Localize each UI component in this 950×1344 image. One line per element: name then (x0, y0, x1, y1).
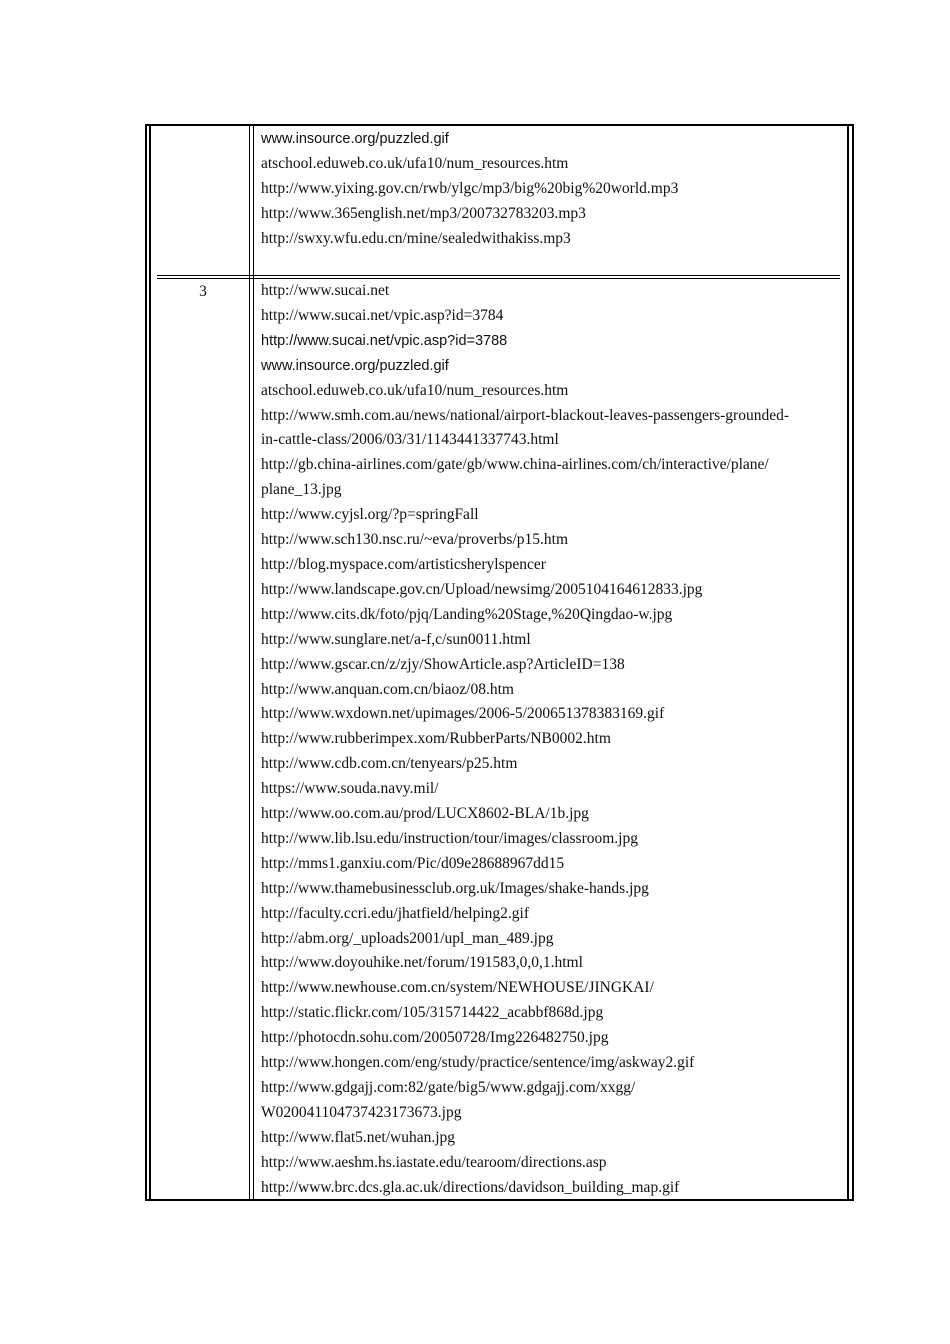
link-text: http://www.brc.dcs.gla.ac.uk/directions/davidson_building_map.gif (261, 1178, 680, 1196)
link-text: plane_13.jpg (261, 481, 342, 499)
row-number-cell: 3 (199, 283, 207, 300)
link-text: W020041104737423173673.jpg (261, 1103, 462, 1121)
link-text: http://www.aeshm.hs.iastate.edu/tearoom/directions.asp (261, 1153, 607, 1171)
link-text: in-cattle-class/2006/03/31/1143441337743.html (261, 431, 559, 449)
link-text: http://www.365english.net/mp3/200732783203.mp3 (261, 204, 586, 222)
column-divider (249, 124, 254, 1201)
link-text: http://www.gscar.cn/z/zjy/ShowArticle.asp?ArticleID=138 (261, 655, 625, 673)
link-text: http://www.gdgajj.com:82/gate/big5/www.gdgajj.com/xxgg/ (261, 1079, 636, 1096)
link-text: http://www.landscape.gov.cn/Upload/newsimg/2005104164612833.jpg (261, 580, 703, 598)
link-text: www.insource.org/puzzled.gif (261, 131, 449, 147)
link-text: http://www.rubberimpex.xom/RubberParts/NB0002.htm (261, 730, 611, 748)
link-text: http://www.flat5.net/wuhan.jpg (261, 1128, 456, 1146)
link-text: http://static.flickr.com/105/315714422_acabbf868d.jpg (261, 1004, 604, 1022)
links-cell (261, 127, 841, 252)
link-text: http://www.cyjsl.org/?p=springFall (261, 506, 479, 524)
link-text: http://www.sch130.nsc.ru/~eva/proverbs/p15.htm (261, 531, 569, 549)
link-text: http://swxy.wfu.edu.cn/mine/sealedwithakiss.mp3 (261, 229, 571, 247)
link-text: http://www.thamebusinessclub.org.uk/Images/shake-hands.jpg (261, 879, 649, 897)
link-text: http://www.newhouse.com.cn/system/NEWHOUSE/JINGKAI/ (261, 979, 654, 997)
link-text: http://www.yixing.gov.cn/rwb/ylgc/mp3/big%20big%20world.mp3 (261, 179, 679, 197)
table-left-double-border (145, 124, 151, 1201)
link-text: atschool.eduweb.co.uk/ufa10/num_resources.htm (261, 381, 569, 399)
link-text: http://faculty.ccri.edu/jhatfield/helping2.gif (261, 904, 530, 922)
link-text: http://www.oo.com.au/prod/LUCX8602-BLA/1b.jpg (261, 805, 589, 823)
link-text: https://www.souda.navy.mil/ (261, 780, 439, 798)
link-text: www.insource.org/puzzled.gif (261, 357, 449, 374)
link-text: http://www.lib.lsu.edu/instruction/tour/images/classroom.jpg (261, 829, 638, 847)
table-right-double-border (847, 124, 854, 1201)
links-cell (261, 279, 841, 1201)
link-text: http://www.anquan.com.cn/biaoz/08.htm (261, 680, 514, 698)
reference-table (145, 124, 854, 1201)
link-text: http://www.cdb.com.cn/tenyears/p25.htm (261, 755, 518, 773)
link-text: http://photocdn.sohu.com/20050728/Img226482750.jpg (261, 1029, 609, 1047)
link-text: http://www.hongen.com/eng/study/practice/sentence/img/askway2.gif (261, 1054, 695, 1072)
link-text: http://www.sucai.net/vpic.asp?id=3784 (261, 306, 504, 324)
link-text: http://www.smh.com.au/news/national/airport-blackout-leaves-passengers-grounded- (261, 406, 789, 424)
link-text: http://www.sunglare.net/a-f,c/sun0011.html (261, 630, 531, 648)
link-text: http://www.wxdown.net/upimages/2006-5/200651378383169.gif (261, 705, 665, 723)
link-text: atschool.eduweb.co.uk/ufa10/num_resources.htm (261, 154, 569, 172)
link-text: http://gb.china-airlines.com/gate/gb/www.china-airlines.com/ch/interactive/plane/ (261, 456, 769, 474)
link-text: http://www.cits.dk/foto/pjq/Landing%20Stage,%20Qingdao-w.jpg (261, 605, 673, 623)
link-text: http://abm.org/_uploads2001/upl_man_489.jpg (261, 929, 554, 947)
link-text: http://www.sucai.net/vpic.asp?id=3788 (261, 332, 508, 349)
link-text: http://blog.myspace.com/artisticsherylspencer (261, 555, 546, 573)
link-text: http://www.sucai.net (261, 282, 390, 299)
link-text: http://www.doyouhike.net/forum/191583,0,0,1.html (261, 954, 583, 972)
link-text: http://mms1.ganxiu.com/Pic/d09e28688967dd15 (261, 854, 565, 872)
